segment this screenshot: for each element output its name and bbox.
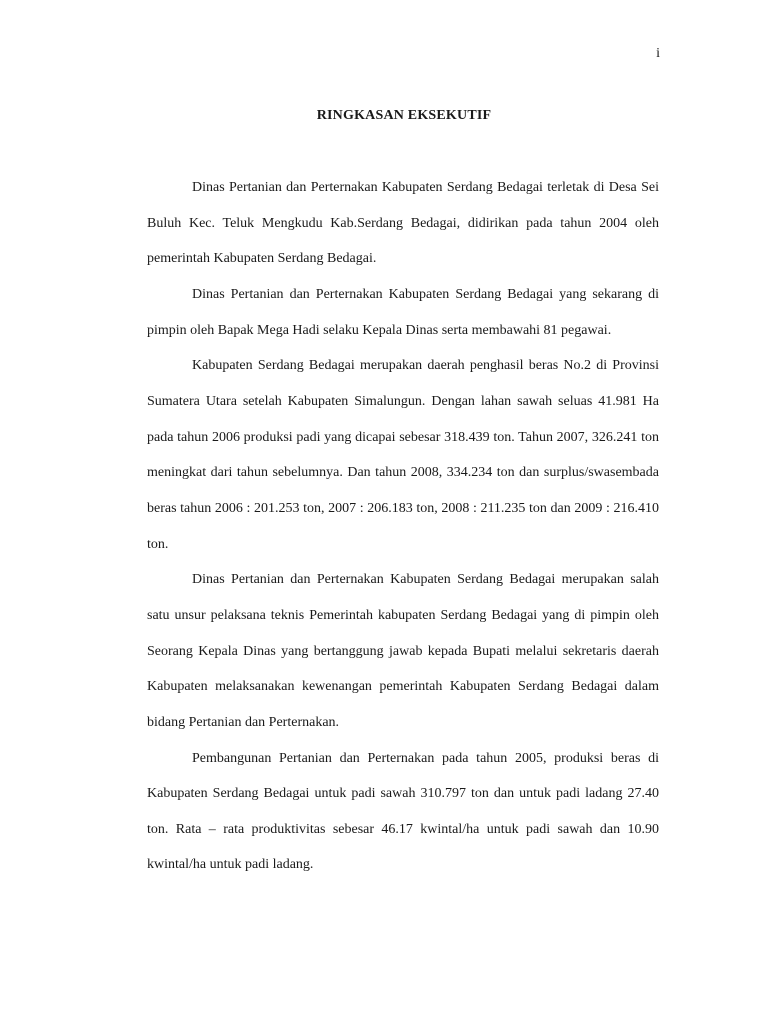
paragraph: Dinas Pertanian dan Perternakan Kabupaten Serdang Bedagai terletak di Desa Sei Buluh Kec. Teluk Mengkudu Kab.Serdang Bedagai, didirikan pada tahun 2004 oleh pemerintah Kabupaten Serdang Bedagai. [147,180,659,267]
paragraph: Dinas Pertanian dan Perternakan Kabupaten Serdang Bedagai merupakan salah satu unsur pelaksana teknis Pemerintah kabupaten Serdang Bedagai yang di pimpin oleh Seorang Kepala Dinas yang bertanggung jawab kepada Bupati melalui sekretaris daerah Kabupaten melaksanakan kewenangan pemerintah Kabupaten Serdang Bedagai dalam bidang Pertanian dan Perternakan. [147,572,659,730]
paragraph: Kabupaten Serdang Bedagai merupakan daerah penghasil beras No.2 di Provinsi Sumatera Utara setelah Kabupaten Simalungun. Dengan lahan sawah seluas 41.981 Ha pada tahun 2006 produksi padi yang dicapai sebesar 318.439 ton. Tahun 2007, 326.241 ton meningkat dari tahun sebelumnya. Dan tahun 2008, 334.234 ton dan surplus/swasembada beras tahun 2006 : 201.253 ton, 2007 : 206.183 ton, 2008 : 211.235 ton dan 2009 : 216.410 ton. [147,358,659,552]
paragraph: Dinas Pertanian dan Perternakan Kabupaten Serdang Bedagai yang sekarang di pimpin oleh Bapak Mega Hadi selaku Kepala Dinas serta membawahi 81 pegawai. [147,286,659,338]
paragraph: Pembangunan Pertanian dan Perternakan pada tahun 2005, produksi beras di Kabupaten Serdang Bedagai untuk padi sawah 310.797 ton dan untuk padi ladang 27.40 ton. Rata – rata produktivitas sebesar 46.17 kwintal/ha untuk padi sawah dan 10.90 kwintal/ha untuk padi ladang. [147,750,659,873]
document-body [147,170,659,883]
page-title: RINGKASAN EKSEKUTIF [316,108,492,123]
page-number: i [656,46,660,61]
